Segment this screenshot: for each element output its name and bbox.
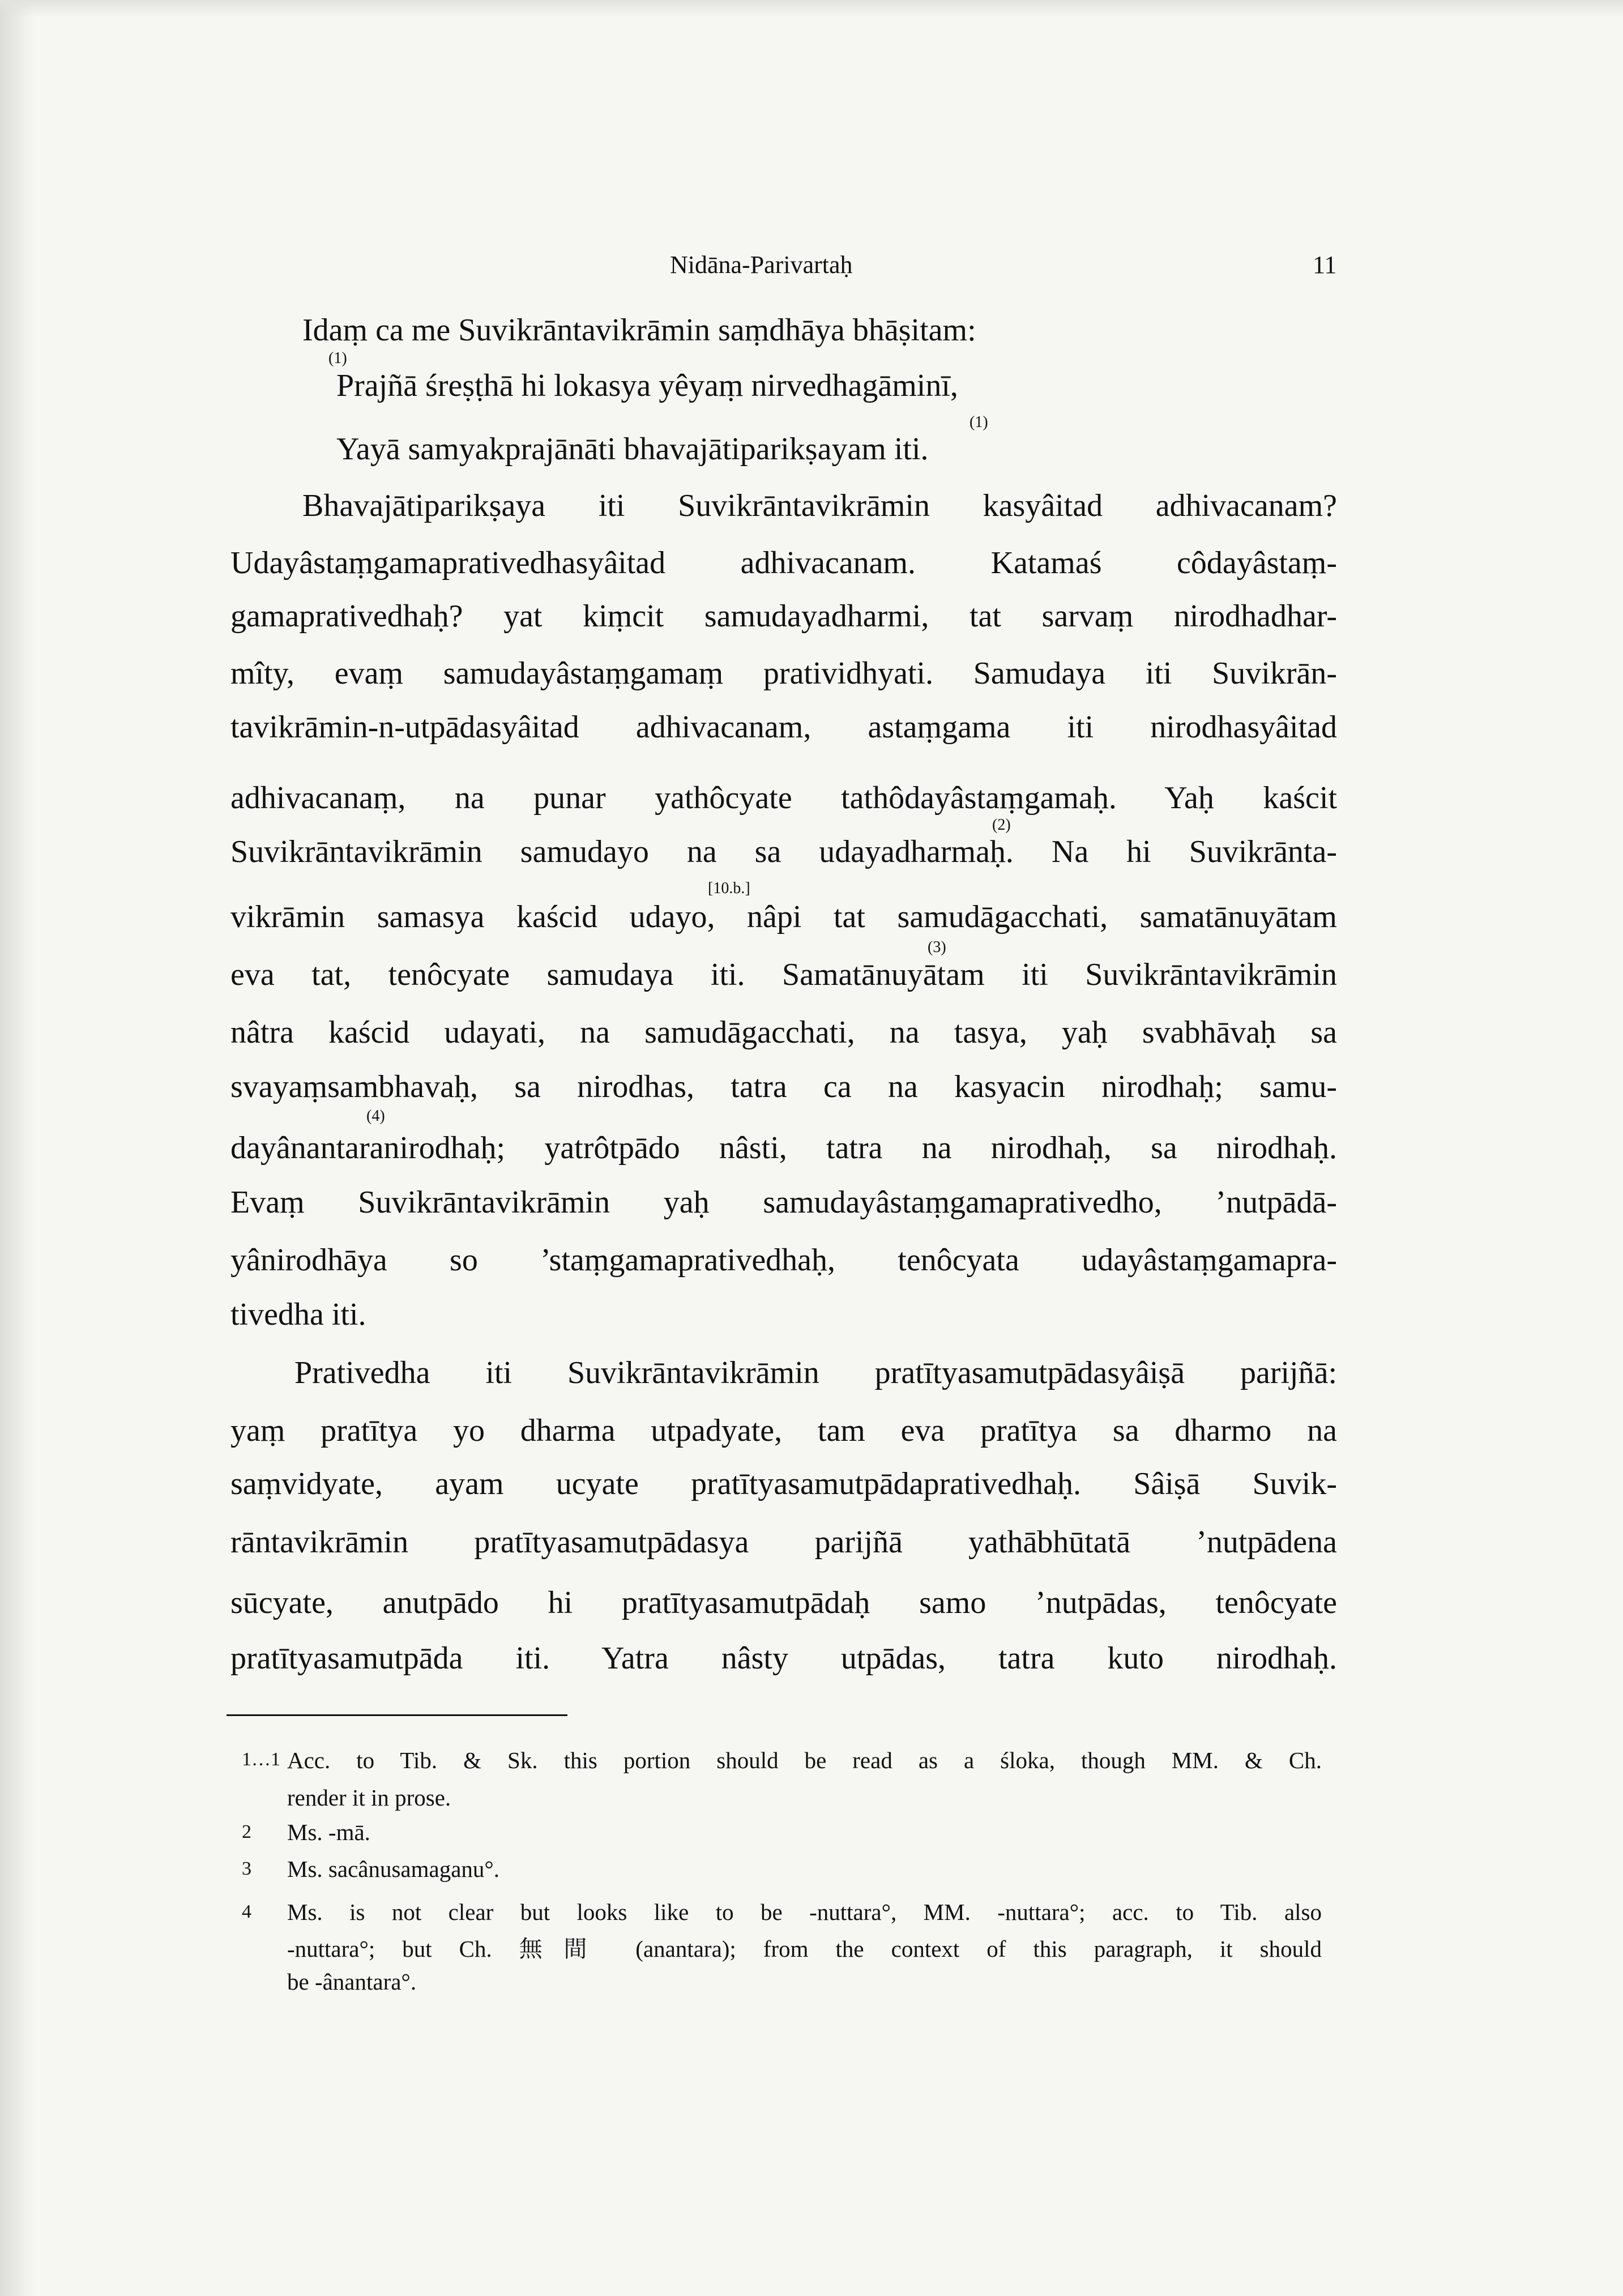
text-line: rāntavikrāmin pratītyasamutpādasya parijñā yathābhūtatā ’nutpādena — [230, 1525, 1337, 1560]
footnote-marker: (1) — [969, 413, 988, 431]
text-line: vikrāmin samasya kaścid udayo, nâpi tat samudāgacchati, samatānuyātam — [230, 899, 1337, 934]
text-line: Prativedha iti Suvikrāntavikrāmin pratītyasamutpādasyâiṣā parijñā: — [294, 1355, 1337, 1390]
footnote-marker: (3) — [928, 938, 946, 956]
text-line: nâtra kaścid udayati, na samudāgacchati, na tasya, yaḥ svabhāvaḥ sa — [230, 1015, 1337, 1050]
page-number: 11 — [1313, 251, 1337, 279]
text-line: tivedha iti. — [230, 1297, 366, 1332]
text-line: svayaṃsambhavaḥ, sa nirodhas, tatra ca na kasyacin nirodhaḥ; samu- — [230, 1069, 1337, 1104]
text-line: tavikrāmin-n-utpādasyâitad adhivacanam, astaṃgama iti nirodhasyâitad — [230, 710, 1337, 745]
scan-shadow-left — [0, 0, 34, 2296]
text-line: Suvikrāntavikrāmin samudayo na sa udayadharmaḥ. Na hi Suvikrānta- — [230, 834, 1337, 869]
footnote-line: Ms. sacânusamaganu°. — [287, 1856, 500, 1882]
footnote-marker: (2) — [992, 816, 1011, 834]
text-line: Idaṃ ca me Suvikrāntavikrāmin saṃdhāya bhāṣitam: — [302, 313, 976, 348]
text-line: gamaprativedhaḥ? yat kiṃcit samudayadharmi, tat sarvaṃ nirodhadhar- — [230, 599, 1337, 634]
text-line: yânirodhāya so ’staṃgamaprativedhaḥ, tenôcyata udayâstaṃgamapra- — [230, 1243, 1337, 1278]
footnote-number: 1…1 — [242, 1749, 280, 1770]
scan-shadow-top — [0, 0, 1623, 17]
verse-line: Prajñā śreṣṭhā hi lokasya yêyaṃ nirvedhagāminī, — [336, 368, 958, 403]
footnote-number: 2 — [242, 1821, 251, 1842]
text-line: eva tat, tenôcyate samudaya iti. Samatānuyātam iti Suvikrāntavikrāmin — [230, 957, 1337, 992]
text-line: Udayâstaṃgamaprativedhasyâitad adhivacanam. Katamaś côdayâstaṃ- — [230, 545, 1337, 581]
text-line: saṃvidyate, ayam ucyate pratītyasamutpādaprativedhaḥ. Sâiṣā Suvik- — [230, 1466, 1337, 1501]
text-line: Bhavajātiparikṣaya iti Suvikrāntavikrāmin kasyâitad adhivacanam? — [302, 488, 1337, 523]
footnote-line: Acc. to Tib. & Sk. this portion should be read as a śloka, though MM. & Ch. — [287, 1747, 1322, 1773]
text-line: adhivacanaṃ, na punar yathôcyate tathôdayâstaṃgamaḥ. Yaḥ kaścit — [230, 780, 1337, 816]
footnote-line: Ms. is not clear but looks like to be -nuttara°, MM. -nuttara°; acc. to Tib. also — [287, 1899, 1322, 1925]
footnote-line: be -ânantara°. — [287, 1969, 417, 1995]
folio-marker: [10.b.] — [708, 880, 750, 897]
footnote-line: Ms. -mā. — [287, 1819, 370, 1845]
footnote-marker: (4) — [366, 1107, 385, 1125]
verse-line: Yayā samyakprajānāti bhavajātiparikṣayam iti. — [336, 432, 929, 467]
footnote-marker: (1) — [328, 349, 347, 367]
text-line: pratītyasamutpāda iti. Yatra nâsty utpādas, tatra kuto nirodhaḥ. — [230, 1641, 1337, 1676]
text-line: Evaṃ Suvikrāntavikrāmin yaḥ samudayâstaṃgamaprativedho, ’nutpādā- — [230, 1185, 1337, 1220]
footnote-line: render it in prose. — [287, 1785, 451, 1811]
footnote-number: 4 — [242, 1901, 251, 1922]
footnote-number: 3 — [242, 1858, 251, 1879]
text-line: sūcyate, anutpādo hi pratītyasamutpādaḥ samo ’nutpādas, tenôcyate — [230, 1585, 1337, 1620]
footnote-line: -nuttara°; but Ch. 無間 (anantara); from the context of this paragraph, it should — [287, 1936, 1322, 1962]
text-line: yaṃ pratītya yo dharma utpadyate, tam eva pratītya sa dharmo na — [230, 1413, 1337, 1448]
footnote-divider — [227, 1714, 567, 1716]
running-title: Nidāna-Parivartaḥ — [670, 251, 853, 279]
text-line: dayânantaranirodhaḥ; yatrôtpādo nâsti, tatra na nirodhaḥ, sa nirodhaḥ. — [230, 1130, 1337, 1166]
text-line: mîty, evaṃ samudayâstaṃgamaṃ pratividhyati. Samudaya iti Suvikrān- — [230, 656, 1337, 691]
